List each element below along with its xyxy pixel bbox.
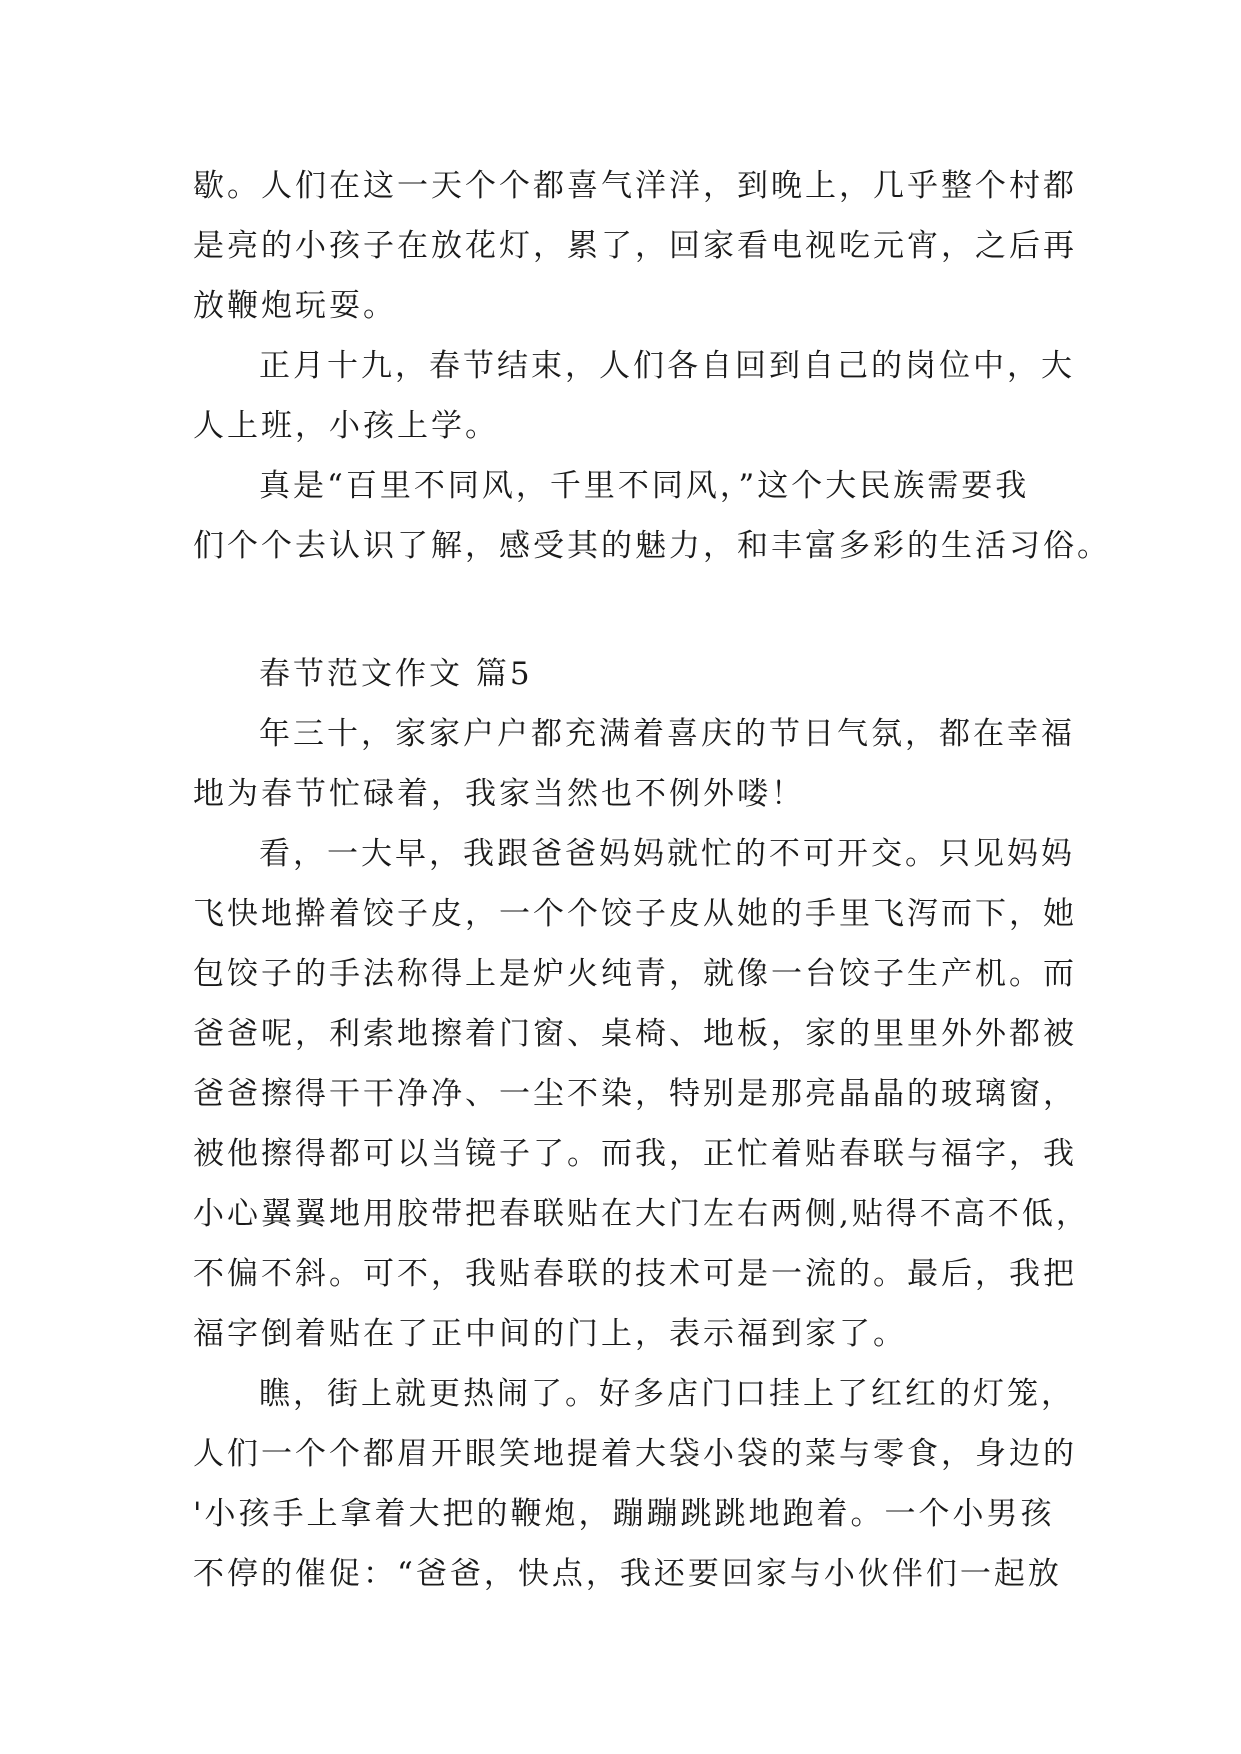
section-paragraph-2 bbox=[193, 824, 1090, 1364]
text-line: '小孩手上拿着大把的鞭炮，蹦蹦跳跳地跑着。一个小男孩 bbox=[193, 1496, 1055, 1532]
paragraph-1 bbox=[193, 156, 1077, 336]
text-line: 被他擦得都可以当镜子了。而我，正忙着贴春联与福字，我 bbox=[193, 1136, 1077, 1172]
section-paragraph-3 bbox=[193, 1364, 1077, 1604]
text-line: 正月十九，春节结束，人们各自回到自己的岗位中，大 bbox=[259, 348, 1075, 384]
text-line: 地为春节忙碌着，我家当然也不例外喽！ bbox=[193, 776, 805, 812]
text-line: 飞快地擀着饺子皮，一个个饺子皮从她的手里飞泻而下，她 bbox=[193, 896, 1077, 932]
text-line: 人上班，小孩上学。 bbox=[193, 408, 499, 444]
paragraph-3 bbox=[193, 456, 1111, 576]
text-line: 是亮的小孩子在放花灯，累了，回家看电视吃元宵，之后再 bbox=[193, 228, 1077, 264]
text-line: 放鞭炮玩耍。 bbox=[193, 288, 397, 324]
text-line: 不停的催促：“爸爸，快点，我还要回家与小伙伴们一起放 bbox=[193, 1556, 1062, 1592]
text-line: 瞧，街上就更热闹了。好多店门口挂上了红红的灯笼， bbox=[259, 1376, 1075, 1412]
text-line: 爸爸擦得干干净净、一尘不染，特别是那亮晶晶的玻璃窗， bbox=[193, 1076, 1077, 1112]
text-line: 歇。人们在这一天个个都喜气洋洋，到晚上，几乎整个村都 bbox=[193, 168, 1077, 204]
text-line: 真是“百里不同风，千里不同风，”这个大民族需要我 bbox=[259, 468, 1030, 504]
text-line: 小心翼翼地用胶带把春联贴在大门左右两侧,贴得不高不低， bbox=[193, 1196, 1090, 1232]
text-line: 爸爸呢，利索地擦着门窗、桌椅、地板，家的里里外外都被 bbox=[193, 1016, 1077, 1052]
section-spacer bbox=[193, 576, 1063, 644]
text-line: 看，一大早，我跟爸爸妈妈就忙的不可开交。只见妈妈 bbox=[259, 836, 1075, 872]
text-line: 包饺子的手法称得上是炉火纯青，就像一台饺子生产机。而 bbox=[193, 956, 1077, 992]
section-heading: 春节范文作文 篇5 bbox=[259, 656, 533, 692]
text-line: 年三十，家家户户都充满着喜庆的节日气氛，都在幸福 bbox=[259, 716, 1075, 752]
text-line: 不偏不斜。可不，我贴春联的技术可是一流的。最后，我把 bbox=[193, 1256, 1077, 1292]
text-line: 福字倒着贴在了正中间的门上，表示福到家了。 bbox=[193, 1316, 907, 1352]
text-line: 人们一个个都眉开眼笑地提着大袋小袋的菜与零食，身边的 bbox=[193, 1436, 1077, 1472]
document-body bbox=[193, 156, 1111, 1604]
paragraph-2 bbox=[193, 336, 1075, 456]
section-paragraph-1 bbox=[193, 704, 1075, 824]
text-line: 们个个去认识了解，感受其的魅力，和丰富多彩的生活习俗。 bbox=[193, 528, 1111, 564]
